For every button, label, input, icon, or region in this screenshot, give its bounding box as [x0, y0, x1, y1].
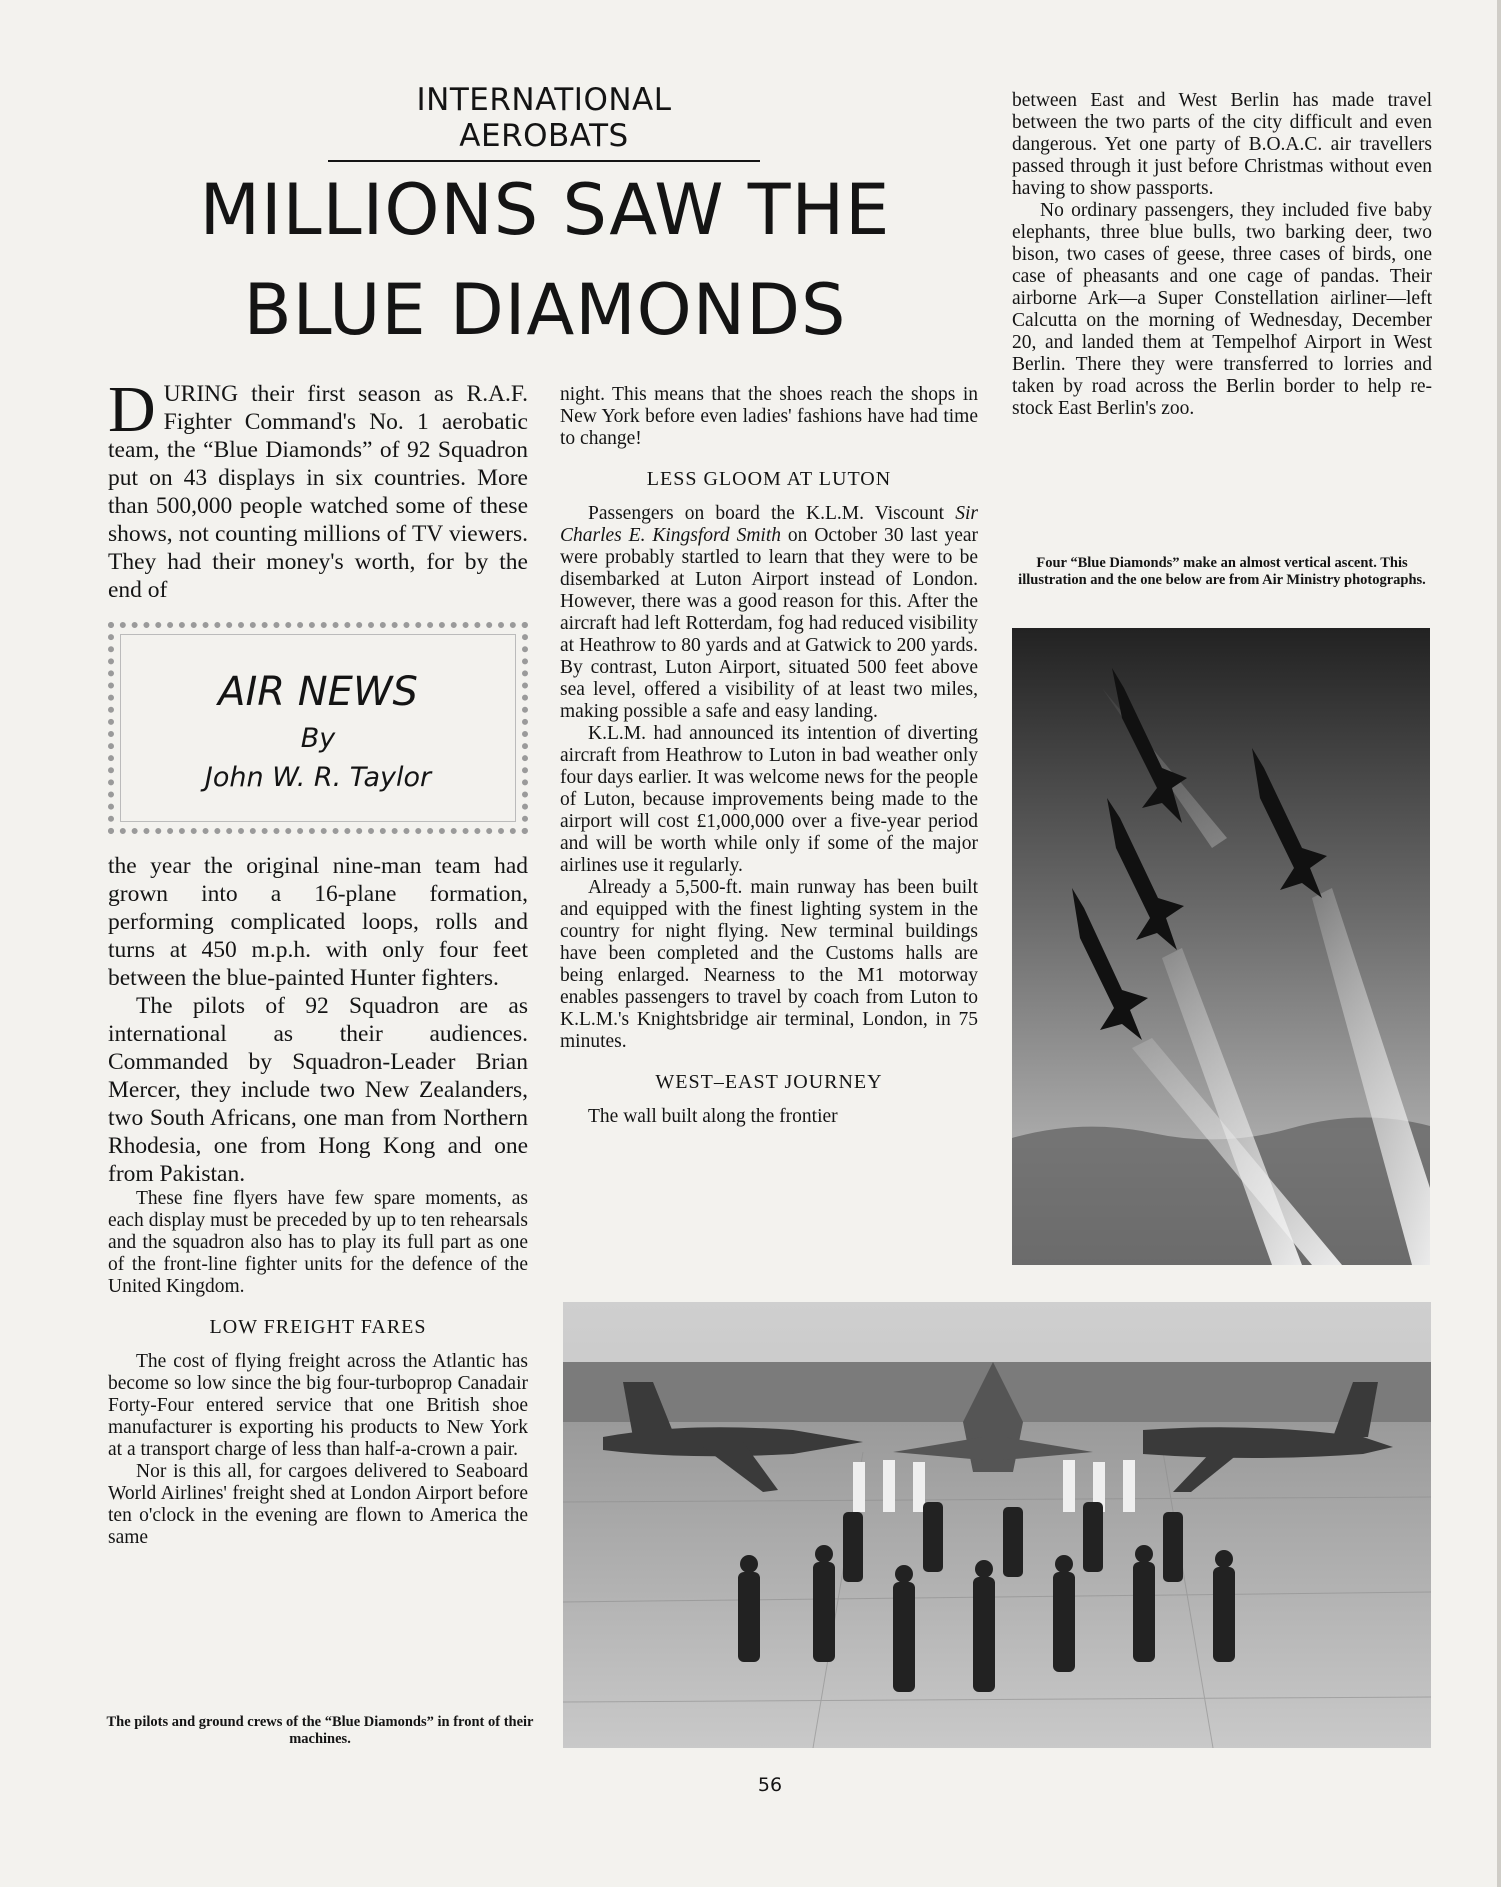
- aircraft-name: Sir Charles E. Kingsford Smith: [560, 503, 978, 546]
- headline: [150, 160, 940, 360]
- middle-column: [560, 384, 978, 1128]
- paragraph: the year the original nine-man team had grown into a 16-plane formation, performing complicated loops, rolls and turns at 450 m.p.h. with only four feet between the blue-painted Hunter fighters.: [108, 853, 528, 991]
- box-byline: By: [300, 723, 336, 754]
- air-news-box-inner: [120, 634, 516, 822]
- paragraph: [108, 373, 528, 604]
- paragraph: The wall built along the frontier: [588, 1106, 838, 1127]
- paragraph: K.L.M. had announced its intention of diverting aircraft from Heathrow to Luton in bad weather only four days earlier. It was welcome news for the people of Luton, because improvements being made to the airport will cost £1,000,000 over a five-year period and will be worth while only if some of the major airlines use it regularly.: [560, 723, 978, 876]
- right-column: [1012, 90, 1432, 420]
- paragraph: These fine flyers have few spare moments, as each display must be preceded by up to ten rehearsals and the squadron also has to play its full part as one of the front-line fighter units for the defence of the United Kingdom.: [108, 1188, 528, 1297]
- subheading: WEST–EAST JOURNEY: [655, 1071, 883, 1093]
- paragraph: between East and West Berlin has made travel between the two parts of the city difficult and even dangerous. Yet one party of B.O.A.C. air travellers passed through it just before Christmas without even having to show passports.: [1012, 90, 1432, 199]
- left-column: [108, 373, 528, 1549]
- paragraph: Nor is this all, for cargoes delivered to Seaboard World Airlines' freight shed at London Airport before ten o'clock in the evening are flown to America the same: [108, 1461, 528, 1548]
- headline-line-1: MILLIONS SAW THE: [199, 169, 891, 251]
- team-photo: [563, 1302, 1431, 1748]
- page-edge: [1497, 0, 1501, 1887]
- paragraph: [560, 503, 978, 723]
- paragraph: Already a 5,500-ft. main runway has been built and equipped with the finest lighting system in the country for night flying. New terminal buildings have been completed and the Customs halls are being enlarged. Nearness to the M1 motorway enables passengers to travel by coach from Luton to K.L.M.'s Knightsbridge air terminal, London, in 75 minutes.: [560, 877, 978, 1052]
- page-number: 56: [757, 1774, 783, 1796]
- headline-line-2: BLUE DIAMONDS: [243, 269, 847, 351]
- paragraph: night. This means that the shoes reach the shops in New York before even ladies' fashions have had time to change!: [560, 384, 978, 449]
- photo-caption-team: The pilots and ground crews of the “Blue Diamonds” in front of their machines.: [106, 1714, 534, 1747]
- photo-caption-sky: Four “Blue Diamonds” make an almost vertical ascent. This illustration and the one below are from Air Ministry photographs.: [1018, 555, 1426, 588]
- section-kicker: INTERNATIONAL AEROBATS: [328, 82, 760, 162]
- jets-ascending-image: [1012, 628, 1430, 1265]
- paragraph-text: Passengers on board the K.L.M. Viscount: [588, 503, 956, 524]
- paragraph-text: URING their first season as R.A.F. Fighter Command's No. 1 aerobatic team, the “Blue Diamonds” of 92 Squadron put on 43 displays in six countries. More than 500,000 people watched some of these shows, not counting millions of TV viewers. They had their money's worth, for by the end of: [108, 381, 528, 603]
- paragraph: No ordinary passengers, they included five baby elephants, three blue bulls, two barking deer, two bison, two cases of geese, three cases of birds, one case of pheasants and one cage of pandas. Their airborne Ark—a Super Constellation airliner—left Calcutta on the morning of Wednesday, December 20, and landed them at Tempelhof Airport in West Berlin. There they were transferred to lorries and taken by road across the Berlin border to help re-stock East Berlin's zoo.: [1012, 200, 1432, 419]
- jets-ascending-photo: [1012, 628, 1430, 1265]
- drop-cap: D: [108, 373, 156, 446]
- subheading: LESS GLOOM AT LUTON: [646, 468, 892, 490]
- paragraph-text: on October 30 last year were probably startled to learn that they were to be disembarked at Luton Airport instead of London. However, there was a good reason for this. After the aircraft had left Rotterdam, fog had reduced visibility at Heathrow to 80 yards and at Gatwick to 200 yards. By contrast, Luton Airport, situated 500 feet above sea level, offered a visibility of at least two miles, making possible a safe and easy landing.: [560, 525, 978, 722]
- air-news-box: [108, 622, 528, 834]
- box-title: AIR NEWS: [218, 669, 418, 715]
- paragraph: The cost of flying freight across the Atlantic has become so low since the big four-turboprop Canadair Forty-Four entered service that one British shoe manufacturer is exporting his products to New York at a transport charge of less than half-a-crown a pair.: [108, 1351, 528, 1460]
- box-author: John W. R. Taylor: [204, 762, 432, 793]
- subheading: LOW FREIGHT FARES: [209, 1316, 427, 1338]
- paragraph: The pilots of 92 Squadron are as international as their audiences. Commanded by Squadron-Leader Brian Mercer, they include two New Zealanders, two South Africans, one man from Northern Rhodesia, one from Hong Kong and one from Pakistan.: [108, 993, 528, 1187]
- team-image: [563, 1302, 1431, 1748]
